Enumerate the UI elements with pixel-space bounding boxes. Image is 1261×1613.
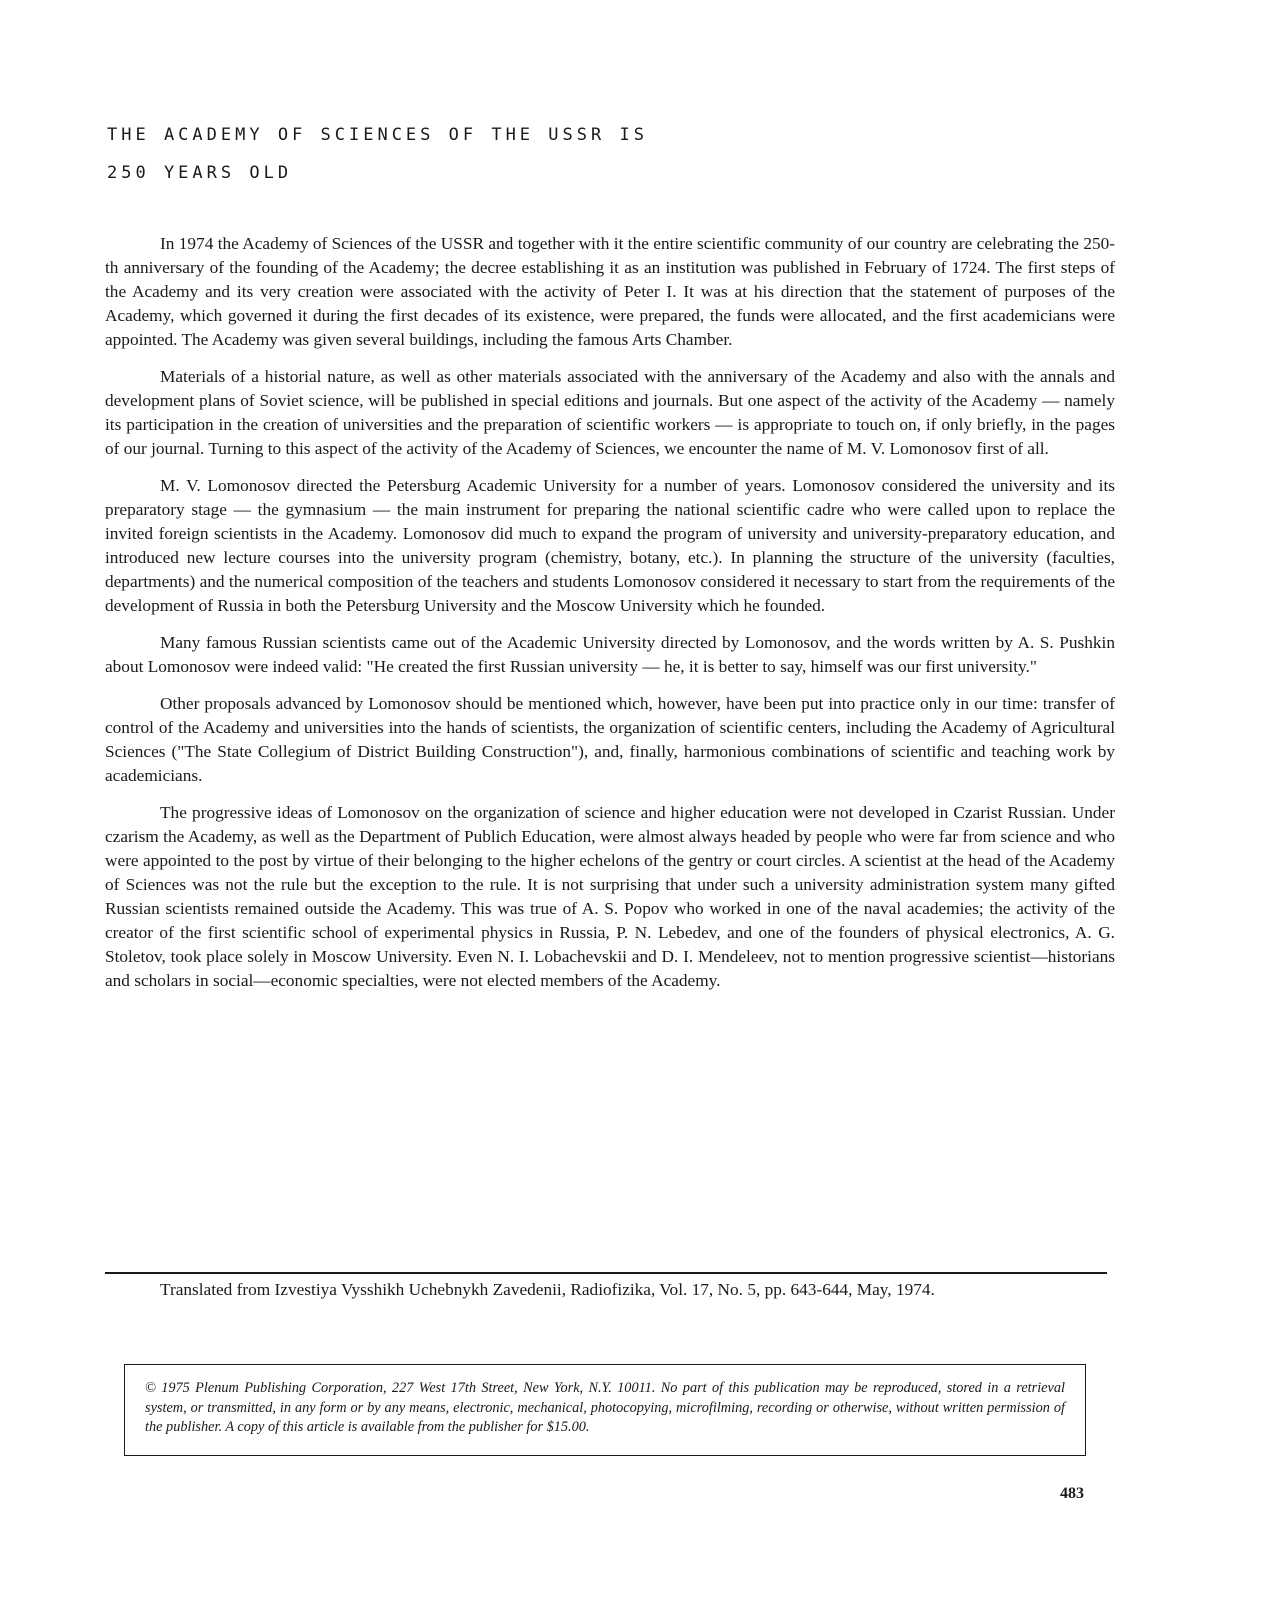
page-number: 483 <box>1060 1485 1084 1502</box>
paragraph-czarist-russia: The progressive ideas of Lomonosov on the organization of science and higher education were not developed in Czarist Russian. Under czarism the Academy, as well as the Department of Publich Education, were almost always headed by people who were far from science and who were appointed to the post by virtue of their belonging to the higher echelons of the gentry or court circles. A scientist at the head of the Academy of Sciences was not the rule but the exception to the rule. It is not surprising that under such a university administration system many gifted Russian scientists remained outside the Academy. This was true of A. S. Popov who worked in one of the naval academies; the activity of the creator of the first scientific school of experimental physics in Russia, P. N. Lebedev, and one of the founders of physical electronics, A. G. Stoletov, took place solely in Moscow University. Even N. I. Lobachevskii and D. I. Mendeleev, not to mention progressive scientist—historians and scholars in social—economic specialties, were not elected members of the Academy. <box>105 803 1115 990</box>
article-title-line-2: 250 YEARS OLD <box>107 163 293 183</box>
paragraph-other-proposals: Other proposals advanced by Lomonosov should be mentioned which, however, have been put into practice only in our time: transfer of control of the Academy and universities into the hands of scientists, the organization of scientific centers, including the Academy of Agricultural Sciences ("The State Collegium of District Building Construction"), and, finally, harmonious combinations of scientific and teaching work by academicians. <box>105 694 1115 785</box>
copyright-text: © 1975 Plenum Publishing Corporation, 227 West 17th Street, New York, N.Y. 10011. No part of this publication may be reproduced, stored in a retrieval system, or transmitted, in any form or by any means, electronic, mechanical, photocopying, microfilming, recording or otherwise, without written permission of the publisher. A copy of this article is available from the publisher for $15.00. <box>145 1380 1065 1435</box>
paragraph-historical-materials: Materials of a historial nature, as well as other materials associated with the anniversary of the Academy and also with the annals and development plans of Soviet science, will be published in special editions and journals. But one aspect of the activity of the Academy — namely its participation in the creation of universities and the preparation of scientific workers — is appropriate to touch on, if only briefly, in the pages of our journal. Turning to this aspect of the activity of the Academy of Sciences, we encounter the name of M. V. Lomonosov first of all. <box>105 367 1115 458</box>
article-title-line-1: THE ACADEMY OF SCIENCES OF THE USSR IS <box>107 125 648 145</box>
paragraph-anniversary: In 1974 the Academy of Sciences of the USSR and together with it the entire scientific community of our country are celebrating the 250-th anniversary of the founding of the Academy; the decree establishing it as an institution was published in February of 1724. The first steps of the Academy and its very creation were associated with the activity of Peter I. It was at his direction that the statement of purposes of the Academy, which governed it during the first decades of its existence, were prepared, the funds were allocated, and the first academicians were appointed. The Academy was given several buildings, including the famous Arts Chamber. <box>105 234 1115 349</box>
paragraph-pushkin-quote: Many famous Russian scientists came out of the Academic University directed by Lomonosov, and the words written by A. S. Pushkin about Lomonosov were indeed valid: "He created the first Russian university — he, it is better to say, himself was our first university." <box>105 633 1115 676</box>
footnote-divider <box>105 1272 1107 1274</box>
paragraph-lomonosov-university: M. V. Lomonosov directed the Petersburg Academic University for a number of years. Lomonosov considered the university and its preparatory stage — the gymnasium — the main instrument for preparing the national scientific cadre who were called upon to replace the invited foreign scientists in the Academy. Lomonosov did much to expand the program of university and university-preparatory education, and introduced new lecture courses into the university program (chemistry, botany, etc.). In planning the structure of the university (faculties, departments) and the numerical composition of the teachers and students Lomonosov considered it necessary to start from the requirements of the development of Russia in both the Petersburg University and the Moscow University which he founded. <box>105 476 1115 615</box>
article-body <box>105 232 1115 1006</box>
copyright-notice-box <box>124 1364 1086 1456</box>
translation-footnote: Translated from Izvestiya Vysshikh Uchebnykh Zavedenii, Radiofizika, Vol. 17, No. 5, pp. 643-644, May, 1974. <box>160 1280 935 1299</box>
